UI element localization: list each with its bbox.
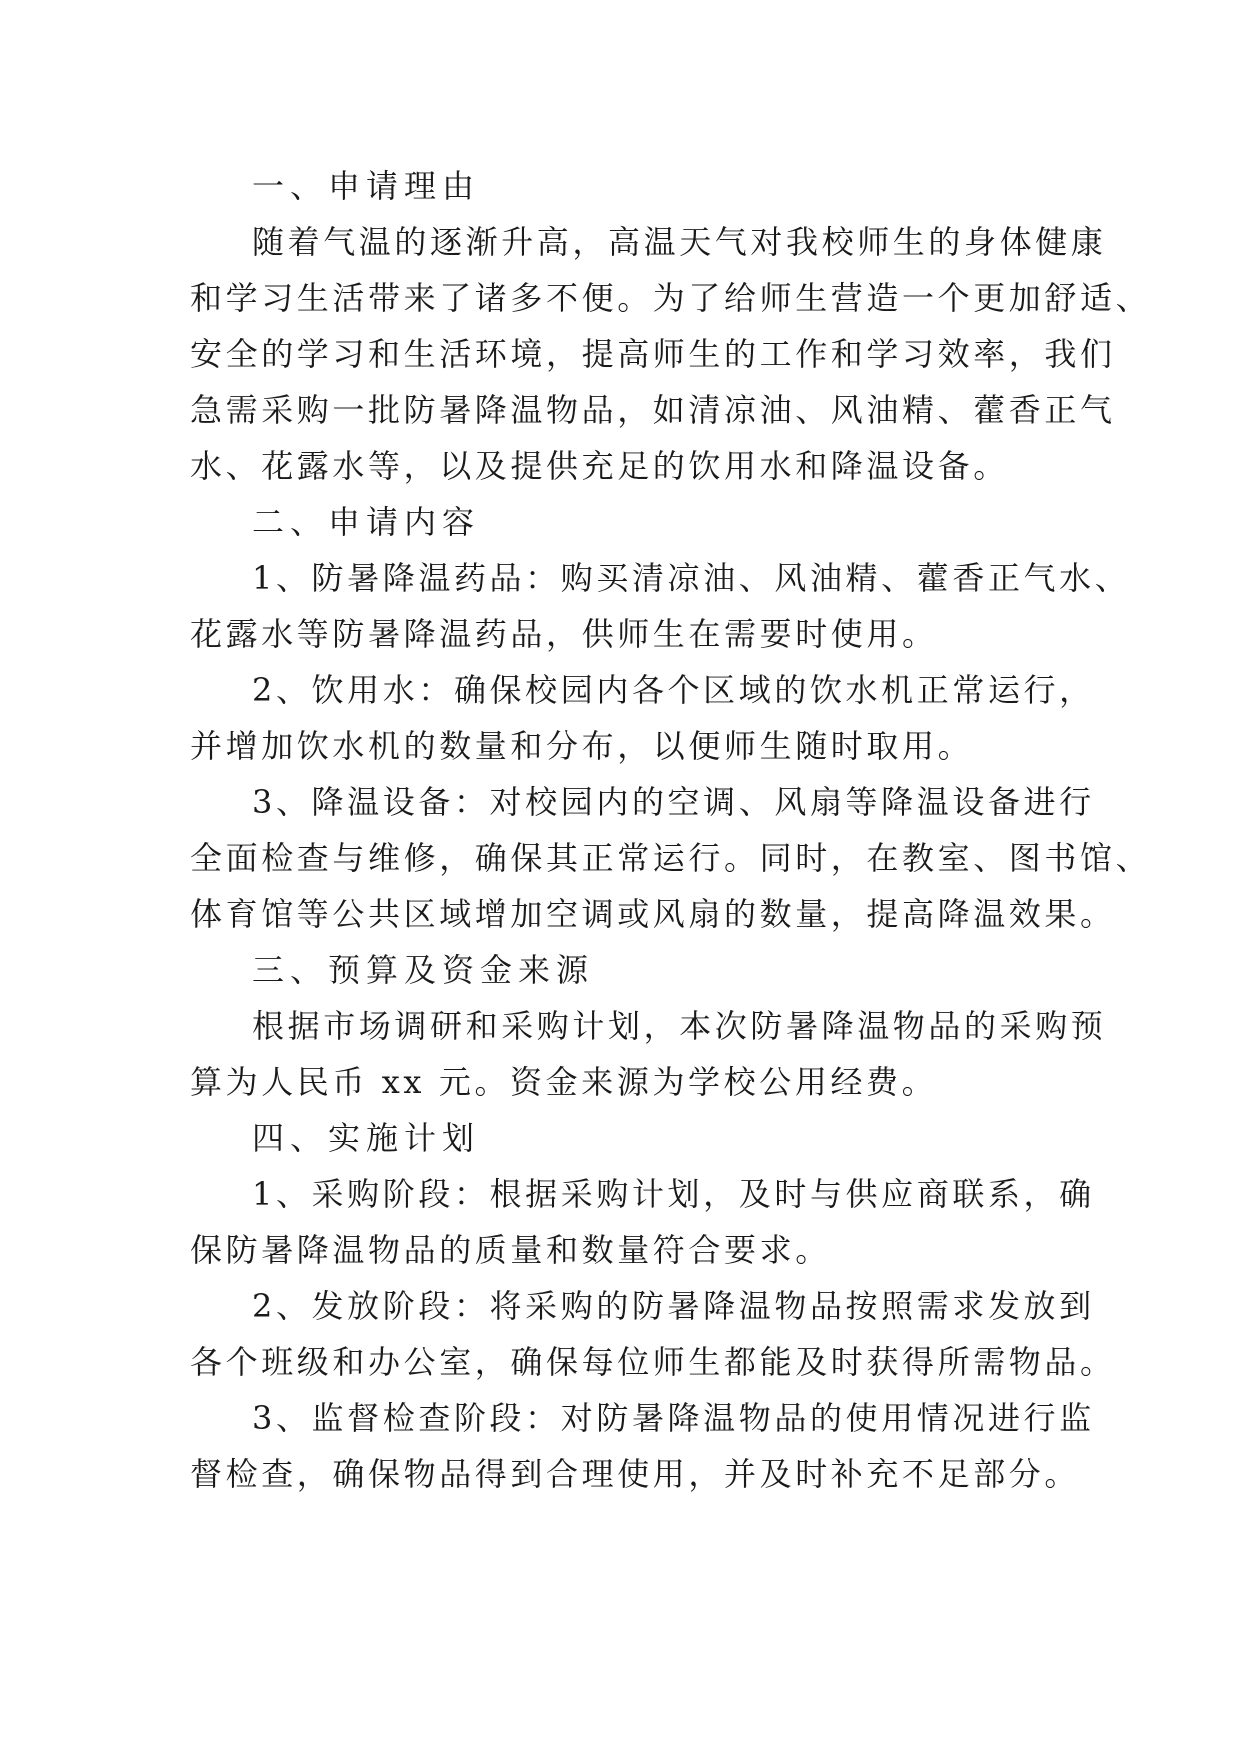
list-item-line: 督检查，确保物品得到合理使用，并及时补充不足部分。 — [190, 1455, 1081, 1493]
list-item-line: 1、防暑降温药品：购买清凉油、风油精、藿香正气水、 — [252, 559, 1131, 597]
section-heading-content: 二、申请内容 — [252, 503, 481, 541]
list-item-line: 保防暑降温物品的质量和数量符合要求。 — [190, 1231, 831, 1269]
list-item-line: 3、降温设备：对校园内的空调、风扇等降温设备进行 — [252, 783, 1095, 821]
list-item-line: 各个班级和办公室，确保每位师生都能及时获得所需物品。 — [190, 1343, 1116, 1381]
list-item-line: 花露水等防暑降温药品，供师生在需要时使用。 — [190, 615, 938, 653]
paragraph-line: 水、花露水等，以及提供充足的饮用水和降温设备。 — [190, 447, 1009, 485]
paragraph-line: 算为人民币 xx 元。资金来源为学校公用经费。 — [190, 1063, 938, 1101]
paragraph-line: 急需采购一批防暑降温物品，如清凉油、风油精、藿香正气 — [190, 391, 1116, 429]
paragraph-line: 和学习生活带来了诸多不便。为了给师生营造一个更加舒适、 — [190, 279, 1152, 317]
list-item-line: 3、监督检查阶段：对防暑降温物品的使用情况进行监 — [252, 1399, 1095, 1437]
paragraph-line: 安全的学习和生活环境，提高师生的工作和学习效率，我们 — [190, 335, 1116, 373]
section-heading-budget: 三、预算及资金来源 — [252, 951, 595, 989]
list-item-line: 2、饮用水：确保校园内各个区域的饮水机正常运行， — [252, 671, 1095, 709]
list-item-line: 2、发放阶段：将采购的防暑降温物品按照需求发放到 — [252, 1287, 1095, 1325]
paragraph-line: 根据市场调研和采购计划，本次防暑降温物品的采购预 — [252, 1007, 1107, 1045]
list-item-line: 体育馆等公共区域增加空调或风扇的数量，提高降温效果。 — [190, 895, 1116, 933]
section-heading-plan: 四、实施计划 — [252, 1119, 481, 1157]
section-heading-reason: 一、申请理由 — [252, 167, 481, 205]
list-item-line: 并增加饮水机的数量和分布，以便师生随时取用。 — [190, 727, 974, 765]
list-item-line: 1、采购阶段：根据采购计划，及时与供应商联系，确 — [252, 1175, 1095, 1213]
list-item-line: 全面检查与维修，确保其正常运行。同时，在教室、图书馆、 — [190, 839, 1152, 877]
paragraph-line: 随着气温的逐渐升高，高温天气对我校师生的身体健康 — [252, 223, 1107, 261]
